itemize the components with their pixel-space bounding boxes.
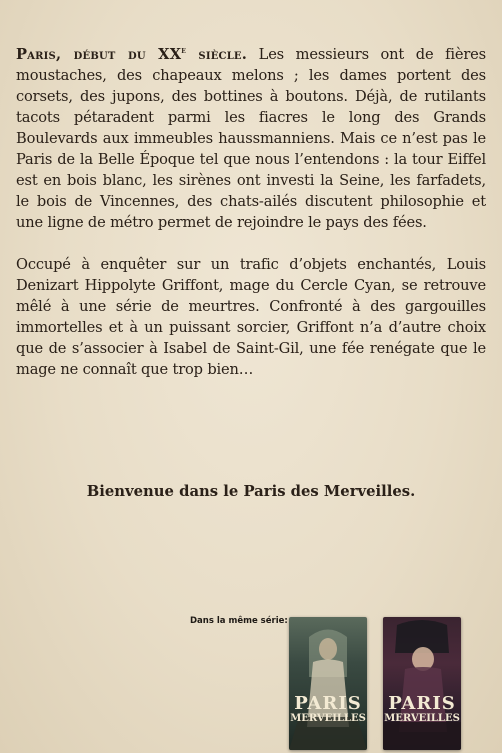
cover-illustration-2 bbox=[383, 617, 461, 750]
series-cover-2 bbox=[383, 617, 461, 750]
cover-title-1: PARIS MERVEILLES bbox=[290, 693, 366, 724]
intro-body: Les messieurs ont de fières moustaches, des chapeaux melons ; les dames portent des corsets, des jupons, des bottines à boutons. Déjà, de rutilants tacots pétaradent parmi les fiacres le long des Grands Boulevards aux immeubles haussmanniens. Mais ce n’est pas le Paris de la Belle Époque tel que nous l’entendons : la tour Eiffel est en bois blanc, les sirènes ont investi la Seine, les farfadets, le bois de Vincennes, des chats-ailés discutent philosophie et une ligne de métro permet de rejoindre le pays des fées. bbox=[16, 46, 486, 231]
series-cover-1 bbox=[289, 617, 367, 750]
cover-illustration-1 bbox=[289, 617, 367, 750]
closing-line: Bienvenue dans le Paris des Merveilles. bbox=[86, 483, 416, 500]
cover-title-2: PARIS MERVEILLES bbox=[384, 693, 460, 724]
series-label: Dans la même série: bbox=[190, 616, 288, 626]
lead-heading: Paris, début du XXe siècle. bbox=[16, 46, 248, 63]
back-cover-text bbox=[16, 44, 486, 401]
intro-paragraph bbox=[16, 44, 486, 233]
plot-paragraph: Occupé à enquêter sur un trafic d’objets enchantés, Louis Denizart Hippolyte Griffont, mage du Cercle Cyan, se retrouve mêlé à une série de meurtres. Confronté à des gargouilles immortelles et à un puissant sorcier, Griffont n’a d’autre choix que de s’associer à Isabel de Saint-Gil, une fée renégate que le mage ne connaît que trop bien… bbox=[16, 256, 486, 378]
